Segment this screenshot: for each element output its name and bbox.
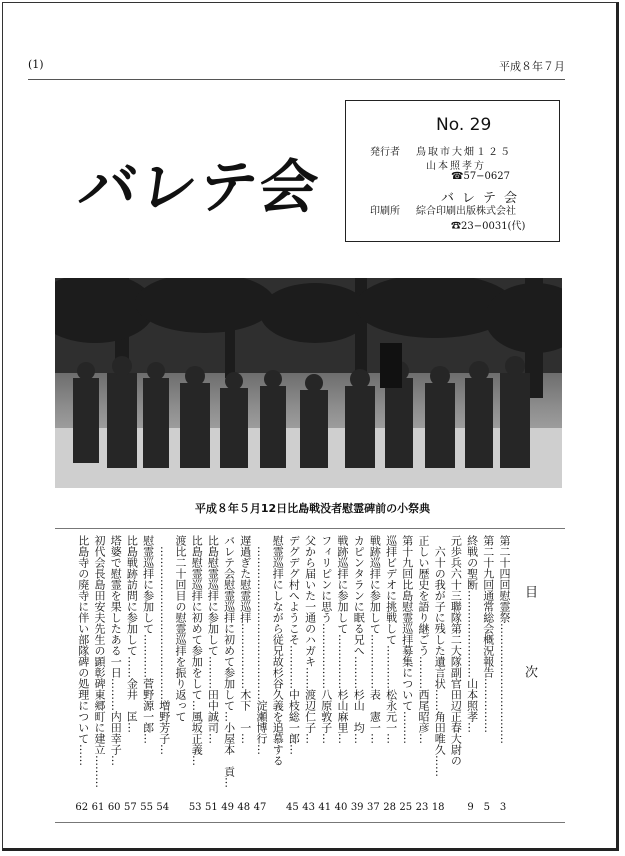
- toc-entry-page: 47: [253, 802, 267, 813]
- publisher-name: 山本照孝方: [426, 161, 486, 172]
- toc-entry-page: 49: [221, 802, 234, 813]
- publication-info-box: [345, 100, 560, 242]
- toc-heading-moku: 目: [522, 585, 537, 600]
- org-name: バレテ会: [441, 191, 526, 206]
- header-rule: [28, 79, 565, 80]
- toc-entry-page: 37: [367, 802, 380, 813]
- toc-entry-page: 45: [286, 802, 299, 813]
- toc-bottom-rule: [55, 822, 565, 823]
- newsletter-title: バレテ会: [74, 153, 325, 221]
- toc-entry-page: 57: [124, 802, 137, 813]
- publisher-label: 発行者: [370, 147, 400, 158]
- toc-entry-page: 9: [467, 802, 474, 813]
- memorial-ceremony-photo: [55, 278, 562, 488]
- toc-entry: 戦跡巡拝に参加して……………表 憲一…: [368, 535, 382, 744]
- toc-entry: 渡比二十回目の慰霊巡拝を振り返って: [174, 535, 187, 722]
- toc-entry: 元歩兵六十三聯隊第二大隊副官田辺正春大尉の: [449, 535, 463, 766]
- toc-entry: 第二十四回慰霊祭……………………………: [498, 535, 511, 744]
- toc-entry: バレテ会慰霊巡拝に初めて参加して…小屋本 貢…: [222, 535, 236, 788]
- toc-entry-page: 61: [91, 802, 105, 813]
- toc-entry-page: 5: [483, 802, 490, 813]
- toc-entry-page: 43: [302, 802, 315, 813]
- toc-entry: カピンタランに眠る兄へ………杉山 均…: [352, 535, 366, 744]
- photo-caption: 平成８年５月12日比島戦没者慰霊碑前の小祭典: [194, 502, 431, 515]
- toc-entry: 慰霊巡拝に参加して…………菅野源一郎…: [141, 535, 155, 744]
- toc-entry: 塔婆で慰霊を果したある一日………内田幸子…: [109, 535, 123, 766]
- toc-entry: 戦跡巡拝に参加して……………杉山麻里…: [336, 535, 349, 744]
- toc-entry: 比島戦跡訪問に参加して……金井 匡…: [125, 535, 139, 733]
- toc-entry: 比島慰霊巡拝に参加して………田中誠司…: [206, 535, 220, 744]
- toc-entry: 慰霊巡拝にしながら従兄故杉谷久義を追慕する: [271, 535, 285, 766]
- toc-entry-page: 62: [75, 802, 89, 813]
- toc-entry: 正しい歴史を語り継ごう………西尾昭彦…: [417, 535, 430, 744]
- toc-entry-page: 51: [205, 802, 218, 813]
- printer-tel: ☎23−0031(代): [451, 221, 526, 232]
- toc-entry: デグデグ村へようこそ…………中枝総一郎…: [287, 535, 301, 755]
- issue-date: 平成８年７月: [499, 60, 565, 73]
- toc-entry-page: 40: [334, 802, 348, 813]
- publisher-address: 鳥取市大畑１２５: [416, 147, 512, 158]
- toc-entry: 初代会長島田安夫先生の顕彰碑東郷町に建立………: [93, 535, 106, 788]
- toc-entry-page: 28: [383, 802, 396, 813]
- toc-entry-page: 60: [107, 802, 121, 813]
- toc-entry: ……………………………………淀瀬博行…: [255, 535, 268, 755]
- printer-name: 綜合印刷出版株式会社: [416, 206, 516, 217]
- publisher-tel: ☎57−0627: [451, 171, 511, 182]
- toc-entry-page: 3: [499, 802, 507, 813]
- toc-entry: 終戦の聖断……………………山本照孝…: [465, 535, 479, 733]
- toc-top-rule: [55, 528, 565, 529]
- toc-entry-page: 41: [318, 802, 332, 813]
- toc-entry: 巡拝ビデオに挑戦して…………松永元一…: [384, 535, 398, 744]
- toc-entry-page: 25: [399, 802, 413, 813]
- toc-entry: 父から届いた一通のハガキ……渡辺仁子…: [303, 535, 317, 744]
- toc-entry: 六十の我が子に残した遺言状……角田唯久……: [433, 535, 447, 777]
- toc-entry-page: 18: [431, 802, 445, 813]
- toc-entry-page: 54: [156, 802, 170, 813]
- toc-entry: 比島寺の廃寺に伴い部隊碑の処理について……: [76, 535, 90, 766]
- toc-entry: フィリピンに思う………………八原敦子…: [319, 535, 333, 744]
- toc-entry-page: 39: [350, 802, 364, 813]
- toc-entry: 第二十九回通常総会概況報告……………: [481, 535, 495, 733]
- photo-illustration: [55, 278, 562, 488]
- toc-entry-page: 55: [140, 802, 153, 813]
- page-number: (1): [28, 58, 44, 71]
- toc-heading-ji: 次: [522, 665, 537, 680]
- issue-number: No. 29: [436, 115, 492, 135]
- toc-entry: 第十九回比島慰霊巡拝募集について………: [400, 535, 414, 744]
- toc-entry: 遅過ぎた慰霊巡拝………………木下 一…: [238, 535, 252, 744]
- running-header: [28, 58, 565, 74]
- printer-label: 印刷所: [370, 206, 400, 217]
- toc-entry-page: 53: [188, 802, 202, 813]
- toc-entry-page: 48: [237, 802, 251, 813]
- toc-entry: ……………………………………増野芳子…: [157, 535, 171, 755]
- toc-entry: 比島慰霊巡拝に初めて参加をして…風坂正義…: [190, 535, 204, 766]
- toc-entry-page: 23: [415, 802, 429, 813]
